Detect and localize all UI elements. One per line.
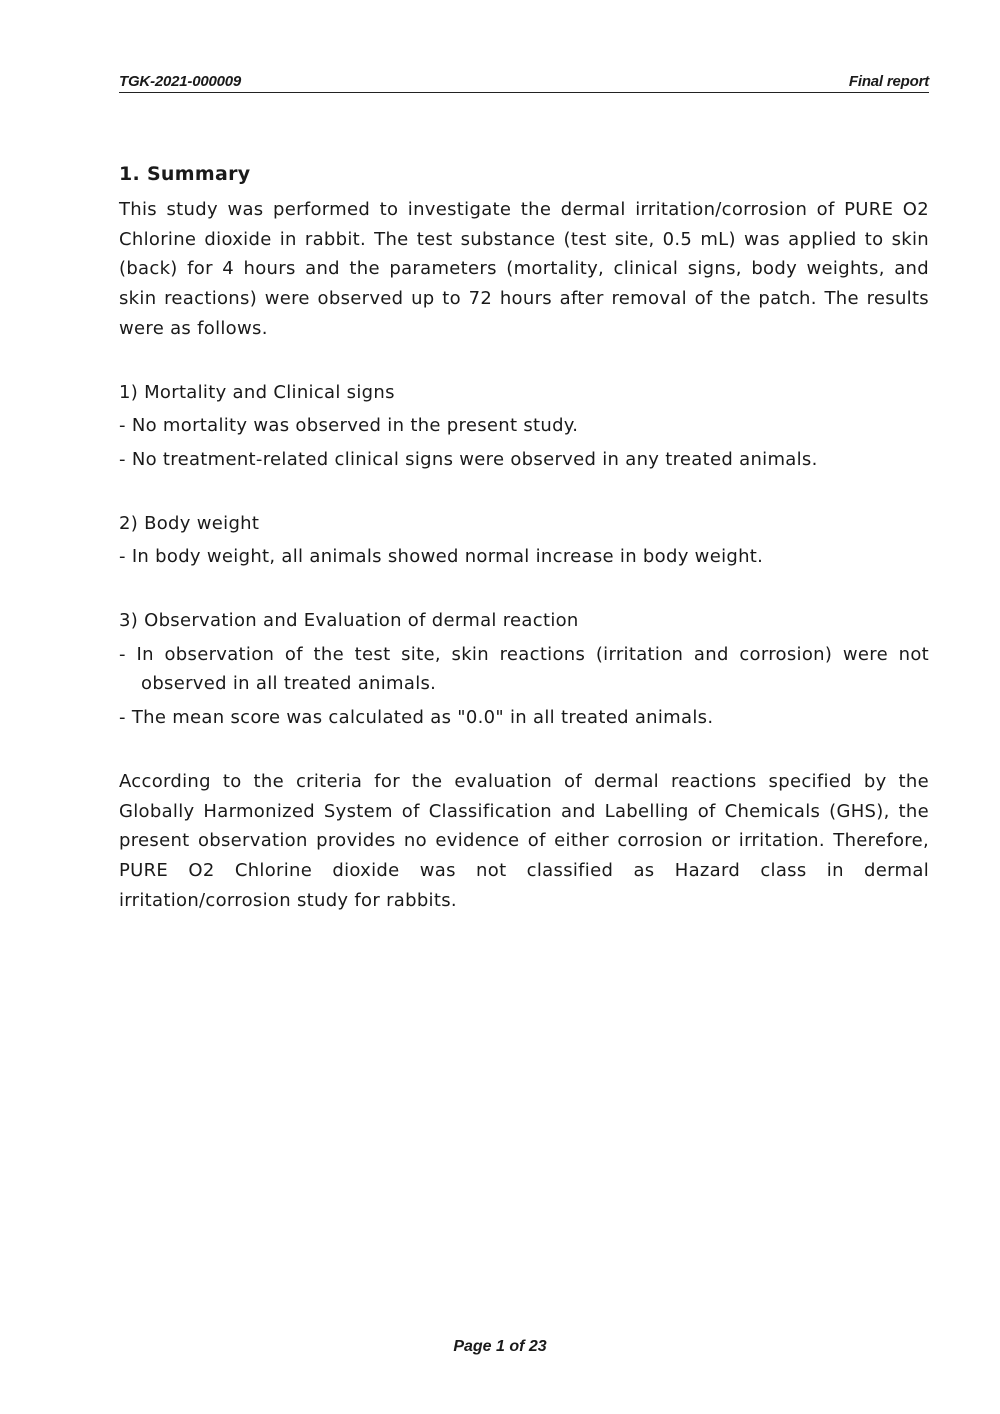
subsection-body-weight [119,509,929,572]
subsection-heading: 3) Observation and Evaluation of dermal reaction [119,610,579,632]
section-title: 1. Summary [119,163,251,185]
subsection-heading: 2) Body weight [119,512,260,534]
page-header [119,70,929,93]
summary-intro: This study was performed to investigate the dermal irritation/corrosion of PURE O2 Chlorine dioxide in rabbit. The test substance (test site, 0.5 mL) was applied to skin (back) for 4 hours and the parameters (mortality, clinical signs, body weights, and skin reactions) were observed up to 72 hours after removal of the patch. The results were as follows. [119,199,929,339]
page-number: Page 1 of 23 [453,1338,547,1355]
bullet-item: - The mean score was calculated as "0.0" in all treated animals. [119,707,714,729]
subsection-dermal-reaction [119,606,929,733]
document-type: Final report [848,73,929,90]
summary-section [119,160,929,915]
subsection-heading: 1) Mortality and Clinical signs [119,381,395,403]
document-id: TGK-2021-000009 [119,73,242,90]
summary-conclusion: According to the criteria for the evaluation of dermal reactions specified by the Globally Harmonized System of Classification and Labelling of Chemicals (GHS), the present observation provides no evidence of either corrosion or irritation. Therefore, PURE O2 Chlorine dioxide was not classified as Hazard class in dermal irritation/corrosion study for rabbits. [119,770,929,911]
subsection-mortality [119,378,929,475]
bullet-item: - No mortality was observed in the present study. [119,415,579,437]
bullet-item: - No treatment-related clinical signs were observed in any treated animals. [119,448,818,470]
bullet-item: - In body weight, all animals showed normal increase in body weight. [119,546,764,568]
bullet-item: - In observation of the test site, skin reactions (irritation and corrosion) were not observed in all treated animals. [119,643,929,695]
